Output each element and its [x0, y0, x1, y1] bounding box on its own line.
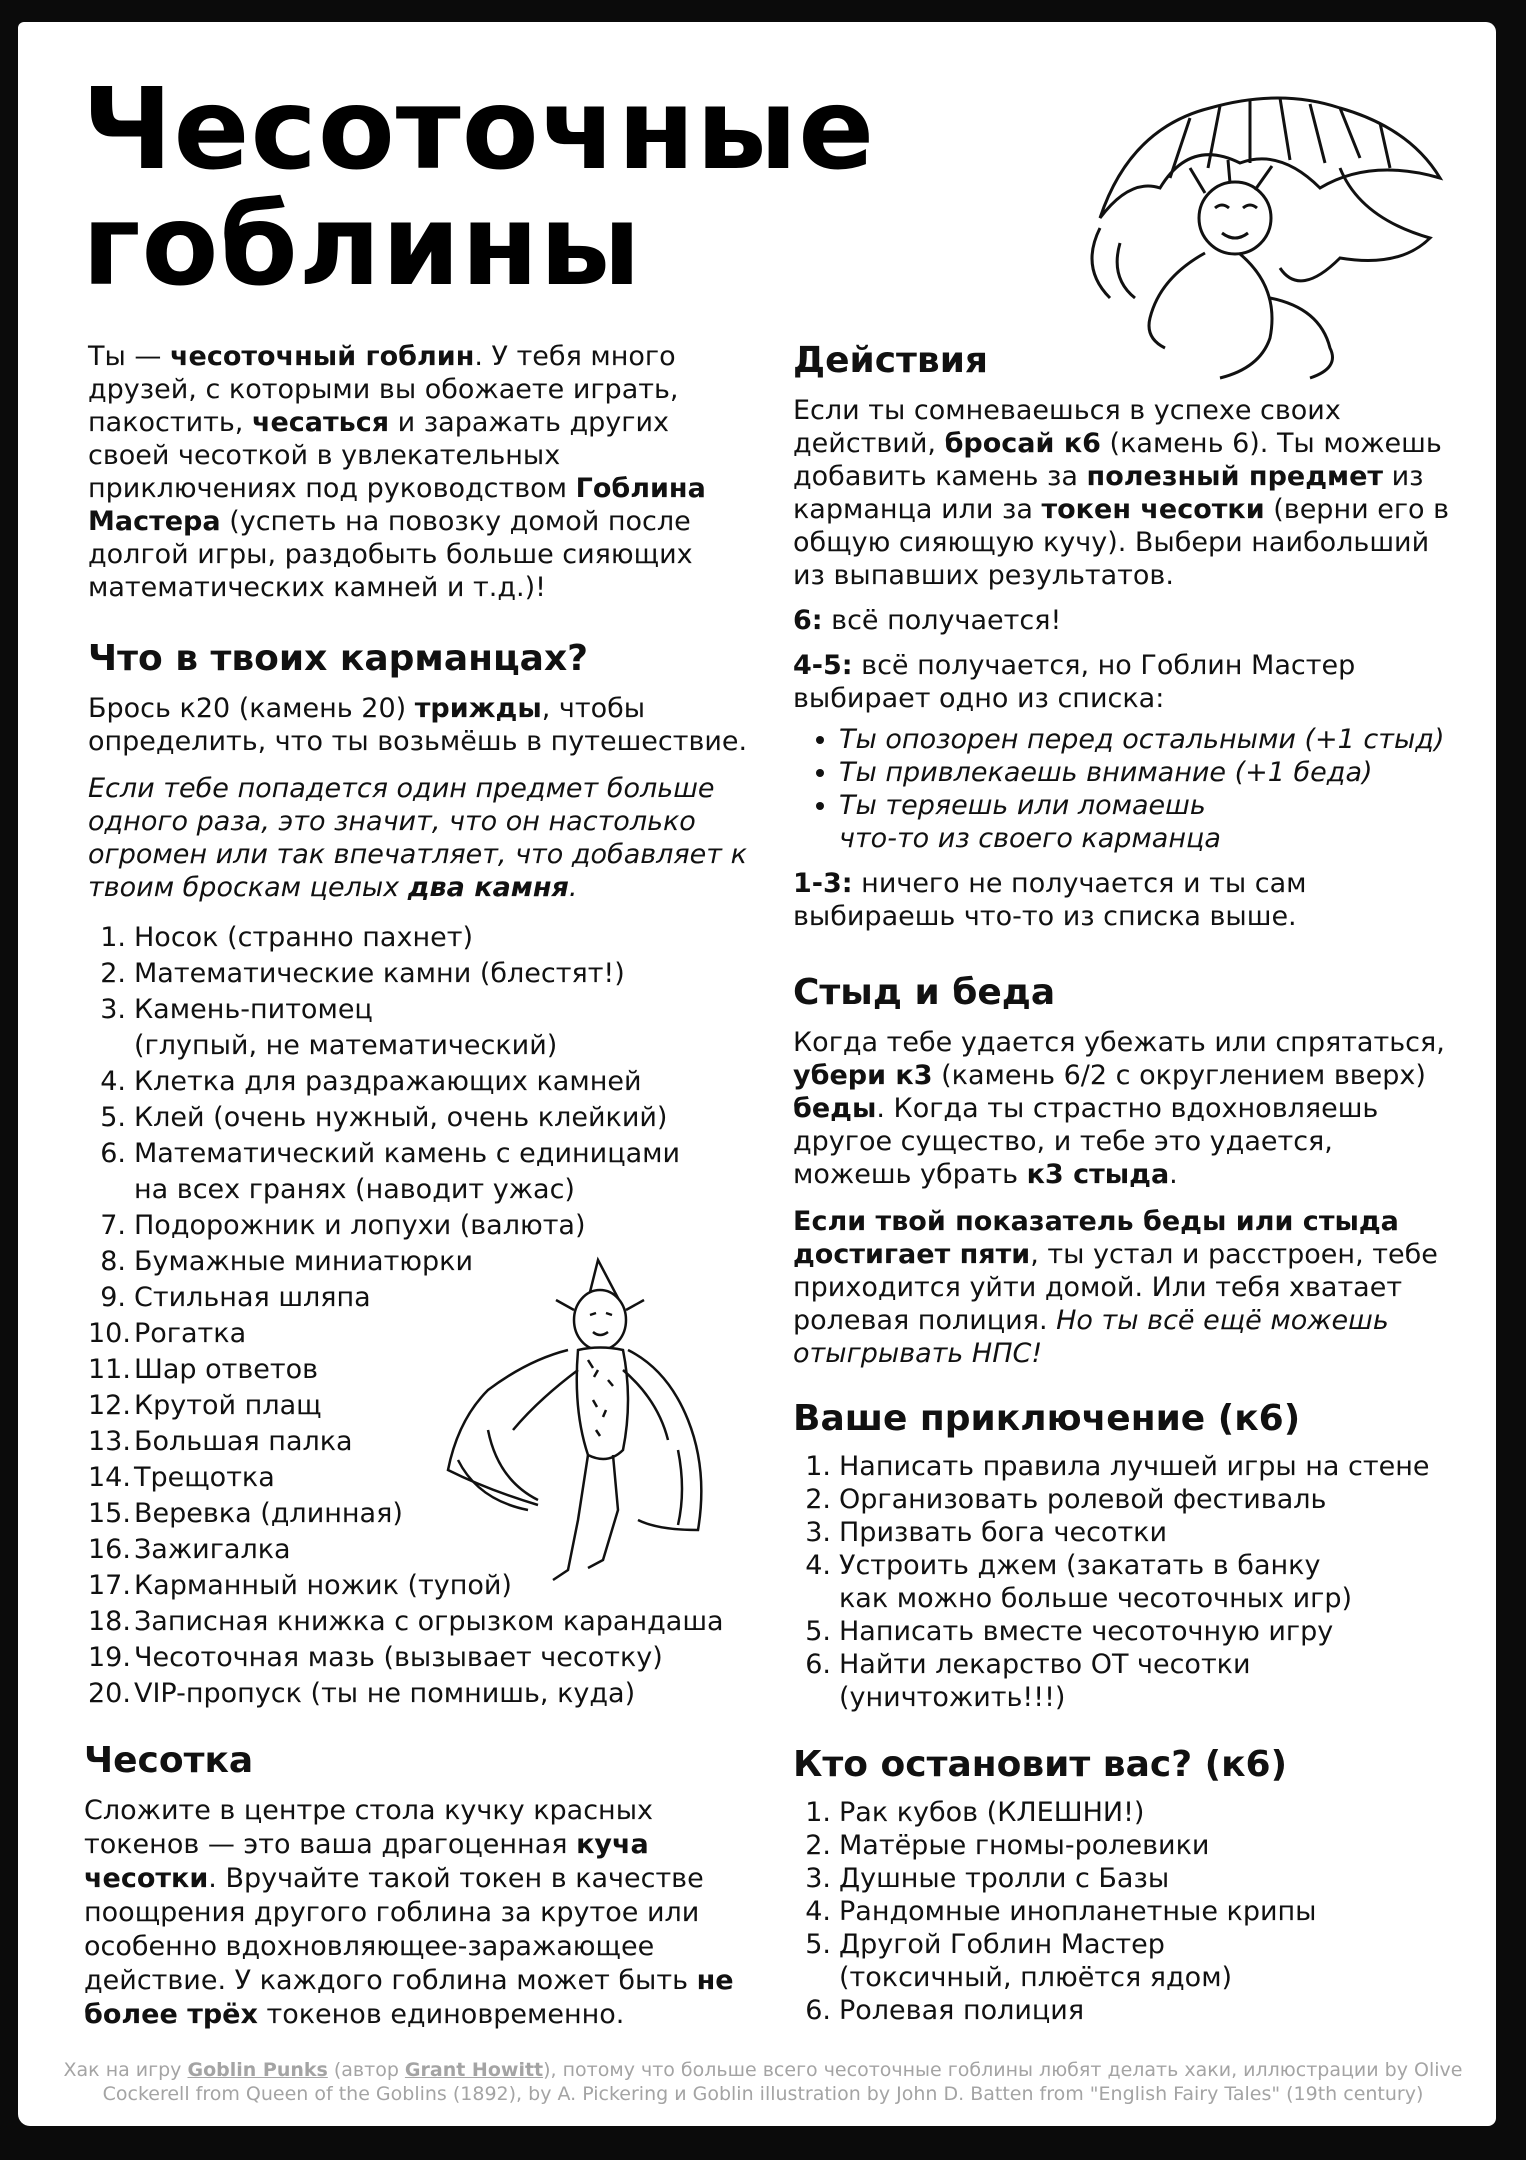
list-number: 18. — [88, 1606, 131, 1637]
adventure-item — [793, 1549, 1453, 1615]
list-number: 1. — [100, 922, 126, 953]
shame-t3: . Когда ты страстно вдохновляешь другое существо, и тебе это удается, можешь убрать — [793, 1093, 1379, 1190]
adventure-item — [793, 1450, 1453, 1483]
list-item-text: Ролевая полиция — [839, 1995, 1085, 2026]
list-item-text: Рак кубов (КЛЕШНИ!) — [839, 1797, 1145, 1828]
shame-q-b: Если твой показатель беды или стыда достигает пяти — [793, 1206, 1399, 1270]
credits-footer — [40, 2058, 1486, 2106]
actions-t1: Если ты сомневаешься в успехе своих действий, — [793, 395, 1341, 459]
pockets-b1: трижды — [414, 693, 542, 724]
intro-text — [88, 340, 728, 604]
list-number: 3. — [100, 994, 126, 1025]
list-number: 20. — [88, 1678, 131, 1709]
enemy-item — [793, 1994, 1453, 2027]
list-number: 1. — [805, 1797, 831, 1828]
pocket-item — [88, 920, 748, 956]
list-number: 14. — [88, 1462, 131, 1493]
pockets-t2: , чтобы определить, что ты возьмёшь в путешествие. — [88, 693, 748, 757]
result-4-5-label: 4-5: — [793, 650, 853, 681]
intro-b1: чесоточный гоблин — [169, 341, 475, 372]
list-item-text: Организовать ролевой фестиваль — [839, 1484, 1327, 1515]
result-1-3 — [793, 867, 1453, 933]
list-item-text: Записная книжка с огрызком карандаша — [134, 1606, 724, 1637]
adventure-item — [793, 1516, 1453, 1549]
list-item-text: Математический камень с единицами на всех гранях (наводит ужас) — [134, 1138, 681, 1205]
shame-q-t: , ты устал и расстроен, тебе приходится уйти домой. Или тебя хватает ролевая полиция. — [793, 1239, 1438, 1336]
footer-t2: (автор — [327, 2059, 405, 2081]
enemy-item — [793, 1829, 1453, 1862]
list-number: 7. — [100, 1210, 126, 1241]
shame-threshold — [793, 1205, 1453, 1370]
enemy-item — [793, 1796, 1453, 1829]
list-item-text: Клей (очень нужный, очень клейкий) — [134, 1102, 668, 1133]
list-number: 4. — [805, 1550, 831, 1581]
shame-t4: . — [1169, 1159, 1178, 1190]
pocket-item — [88, 1676, 748, 1712]
pocket-item — [88, 956, 748, 992]
list-number: 19. — [88, 1642, 131, 1673]
pocket-item — [88, 1064, 748, 1100]
adventure-heading: Ваше приключение (к6) — [793, 1398, 1301, 1439]
list-number: 9. — [100, 1282, 126, 1313]
adventure-section — [793, 1398, 1453, 1714]
actions-b3: токен чесотки — [1041, 494, 1265, 525]
list-item-text: Рогатка — [134, 1318, 247, 1349]
result-1-3-text: ничего не получается и ты сам выбираешь что-то из списка выше. — [793, 868, 1307, 932]
page-title — [82, 65, 876, 311]
list-item-text: Карманный ножик (тупой) — [134, 1570, 512, 1601]
itch-t2: . Вручайте такой токен в качестве поощрения другого гоблина за крутое или особенно вдохновляющее-заражающее действие. У каждого гоблина может быть — [84, 1863, 704, 1996]
list-item-text: Призвать бога чесотки — [839, 1517, 1168, 1548]
enemies-heading: Кто остановит вас? (к6) — [793, 1744, 1288, 1785]
actions-t4: (верни его в общую сияющую кучу). Выбери наибольший из выпавших результатов. — [793, 494, 1450, 591]
enemies-section — [793, 1744, 1453, 2027]
actions-text — [793, 394, 1453, 592]
list-number: 2. — [805, 1484, 831, 1515]
complication-list — [793, 723, 1453, 855]
pocket-item — [88, 1640, 748, 1676]
intro-t4: (успеть на повозку домой после долгой игры, раздобыть больше сияющих математических камней и т.д.)! — [88, 506, 693, 603]
intro-t1: Ты — — [88, 341, 170, 372]
shame-heading: Стыд и беда — [793, 972, 1056, 1013]
list-number: 3. — [805, 1517, 831, 1548]
adventure-list — [793, 1450, 1453, 1714]
intro-t3: и заражать других своей чесоткой в увлекательных приключениях под руководством — [88, 407, 669, 504]
pockets-note-t1: Если тебе попадется один предмет больше одного раза, это значит, что он настолько огромен или так впечатляет, что добавляет к твоим броскам целых — [88, 773, 747, 903]
goblin-punks-link[interactable]: Goblin Punks — [187, 2059, 328, 2081]
list-item-text: Клетка для раздражающих камней — [134, 1066, 642, 1097]
list-number: 2. — [100, 958, 126, 989]
itch-b1: куча чесотки — [84, 1829, 649, 1894]
itch-text — [84, 1794, 744, 2032]
list-item-text: Зажигалка — [134, 1534, 291, 1565]
title-line-2: гоблины — [82, 181, 642, 311]
intro-section — [88, 340, 728, 604]
list-item-text: Шар ответов — [134, 1354, 319, 1385]
actions-section — [793, 340, 1453, 933]
list-item-text: Носок (странно пахнет) — [134, 922, 473, 953]
grant-howitt-link[interactable]: Grant Howitt — [404, 2059, 544, 2081]
itch-section — [84, 1740, 744, 2032]
pocket-item — [88, 1136, 748, 1208]
result-6 — [793, 604, 1453, 637]
pockets-t1: Брось к20 (камень 20) — [88, 693, 415, 724]
list-number: 10. — [88, 1318, 131, 1349]
pockets-heading: Что в твоих карманцах? — [88, 638, 589, 679]
pocket-item — [88, 1604, 748, 1640]
complication-item: • Ты опозорен перед остальными (+1 стыд) — [839, 723, 1453, 756]
list-item-text: VIP-пропуск (ты не помнишь, куда) — [134, 1678, 636, 1709]
list-item-text: Крутой плащ — [134, 1390, 322, 1421]
list-item-text: Душные тролли с Базы — [839, 1863, 1170, 1894]
shame-t2: (камень 6/2 с округлением вверх) — [932, 1060, 1426, 1091]
result-4-5-text: всё получается, но Гоблин Мастер выбирает одно из списка: — [793, 650, 1356, 714]
enemy-item — [793, 1862, 1453, 1895]
pockets-text — [88, 692, 748, 758]
enemy-item — [793, 1895, 1453, 1928]
result-1-3-label: 1-3: — [793, 868, 853, 899]
list-item-text: Веревка (длинная) — [134, 1498, 403, 1529]
enemy-item — [793, 1928, 1453, 1994]
list-item-text: Другой Гоблин Мастер (токсичный, плюётся ядом) — [839, 1929, 1233, 1993]
list-item-text: Бумажные миниатюрки — [134, 1246, 474, 1277]
list-number: 6. — [805, 1649, 831, 1680]
list-item-text: Написать правила лучшей игры на стене — [839, 1451, 1430, 1482]
list-item-text: Большая палка — [134, 1426, 353, 1457]
adventure-item — [793, 1615, 1453, 1648]
itch-b2: не более трёх — [84, 1965, 734, 2030]
adventure-item — [793, 1483, 1453, 1516]
pocket-item — [88, 1100, 748, 1136]
list-number: 16. — [88, 1534, 131, 1565]
list-item-text: Найти лекарство ОТ чесотки (уничтожить!!!) — [839, 1649, 1251, 1713]
result-6-label: 6: — [793, 605, 823, 636]
list-number: 5. — [805, 1616, 831, 1647]
list-number: 2. — [805, 1830, 831, 1861]
footer-t3: ), потому что больше всего чесоточные гоблины любят делать хаки, иллюстрации by Olive Cockerell from Queen of the Goblins (1892), by A. Pickering и Goblin illustration by John D. Batten from "English Fairy Tales" (19th century) — [102, 2059, 1463, 2105]
list-number: 4. — [100, 1066, 126, 1097]
list-item-text: Подорожник и лопухи (валюта) — [134, 1210, 586, 1241]
list-item-text: Стильная шляпа — [134, 1282, 371, 1313]
shame-b3: к3 стыда — [1026, 1159, 1170, 1190]
pocket-item — [88, 1208, 748, 1244]
list-item-text: Устроить джем (закатать в банку как можно больше чесоточных игр) — [839, 1550, 1353, 1614]
intro-b2: чесаться — [251, 407, 390, 438]
shame-text — [793, 1026, 1453, 1191]
title-line-1: Чесоточные — [82, 65, 876, 195]
list-number: 4. — [805, 1896, 831, 1927]
itch-t3: токенов единовременно. — [257, 1999, 625, 2030]
pockets-note-t2: . — [568, 872, 578, 903]
pockets-note-b: два камня — [407, 872, 569, 903]
list-number: 6. — [805, 1995, 831, 2026]
actions-t2: (камень 6). Ты можешь добавить камень за — [793, 428, 1442, 492]
pockets-note — [88, 772, 748, 904]
caped-goblin-illustration — [428, 1250, 728, 1600]
itch-t1: Сложите в центре стола кучку красных токенов — это ваша драгоценная — [84, 1795, 653, 1860]
actions-heading: Действия — [793, 340, 989, 381]
list-number: 3. — [805, 1863, 831, 1894]
actions-b2: полезный предмет — [1086, 461, 1384, 492]
list-item-text: Рандомные инопланетные крипы — [839, 1896, 1317, 1927]
shame-b2: беды — [793, 1093, 877, 1124]
complication-item: • Ты теряешь или ломаешь что-то из своего карманца — [839, 789, 1453, 855]
shame-section — [793, 972, 1453, 1370]
list-number: 15. — [88, 1498, 131, 1529]
list-number: 5. — [100, 1102, 126, 1133]
result-6-text: всё получается! — [822, 605, 1062, 636]
list-number: 13. — [88, 1426, 131, 1457]
list-item-text: Камень-питомец (глупый, не математический) — [134, 994, 558, 1061]
list-number: 11. — [88, 1354, 131, 1385]
actions-t3: из карманца или за — [793, 461, 1424, 525]
complication-item: • Ты привлекаешь внимание (+1 беда) — [839, 756, 1453, 789]
list-item-text: Математические камни (блестят!) — [134, 958, 625, 989]
list-item-text: Написать вместе чесоточную игру — [839, 1616, 1334, 1647]
list-number: 6. — [100, 1138, 126, 1169]
list-number: 8. — [100, 1246, 126, 1277]
list-item-text: Чесоточная мазь (вызывает чесотку) — [134, 1642, 663, 1673]
footer-t1: Хак на игру — [63, 2059, 188, 2081]
adventure-item — [793, 1648, 1453, 1714]
list-number: 1. — [805, 1451, 831, 1482]
list-item-text: Трещотка — [134, 1462, 275, 1493]
list-number: 5. — [805, 1929, 831, 1960]
result-4-5 — [793, 649, 1453, 715]
actions-b1: бросай к6 — [944, 428, 1101, 459]
list-number: 12. — [88, 1390, 131, 1421]
shame-q-i: Но ты всё ещё можешь отыгрывать НПС! — [793, 1305, 1389, 1369]
enemies-list — [793, 1796, 1453, 2027]
itch-heading: Чесотка — [84, 1740, 254, 1781]
pocket-item — [88, 992, 748, 1064]
intro-t2: . У тебя много друзей, с которыми вы обожаете играть, пакостить, — [88, 341, 679, 438]
intro-b3: Гоблина Мастера — [88, 473, 706, 537]
shame-t1: Когда тебе удается убежать или спрятаться, — [793, 1027, 1445, 1058]
list-number: 17. — [88, 1570, 131, 1601]
shame-b1: убери к3 — [793, 1060, 933, 1091]
list-item-text: Матёрые гномы-ролевики — [839, 1830, 1210, 1861]
